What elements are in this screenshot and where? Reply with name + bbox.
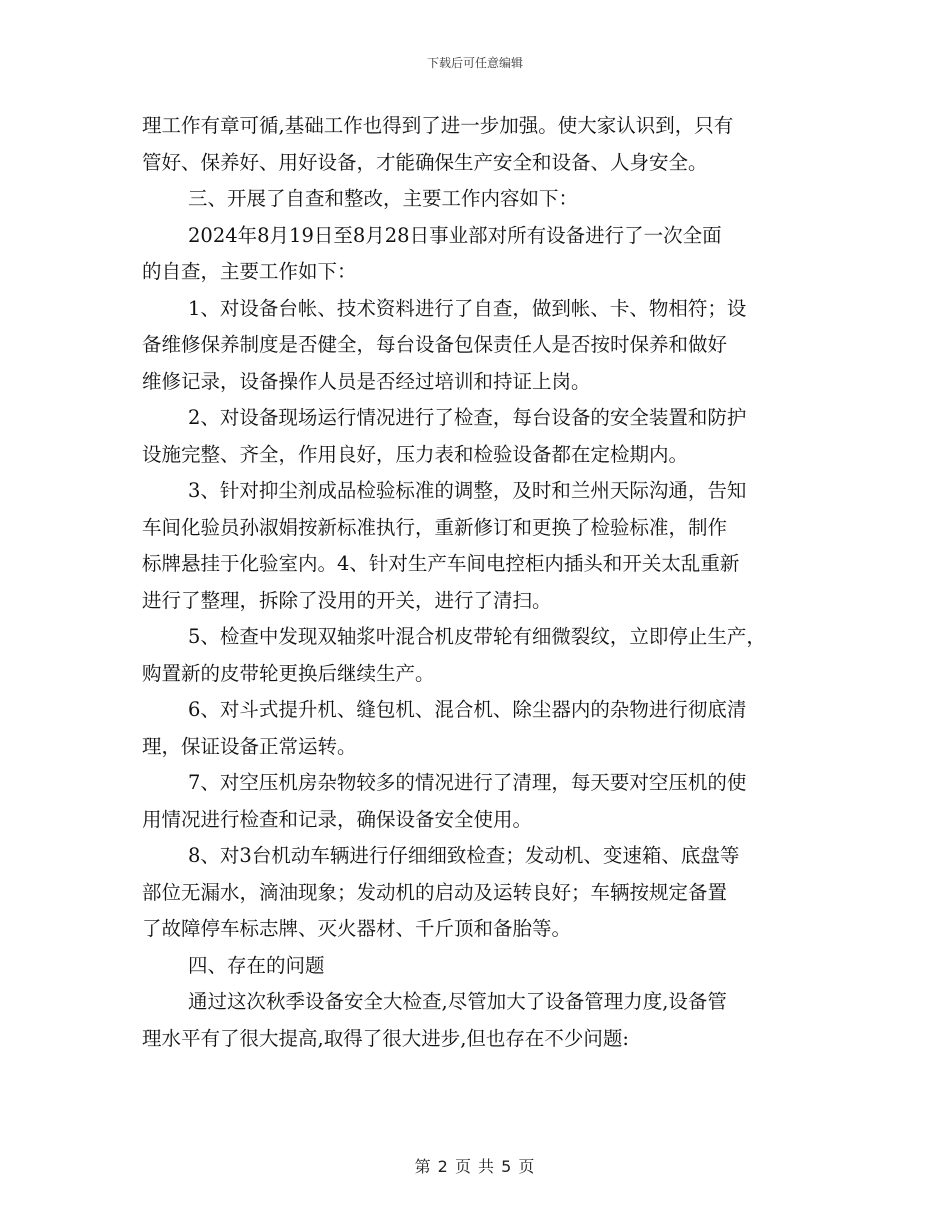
text-line: 了故障停车标志牌、灭火器材、千斤顶和备胎等。: [142, 917, 572, 940]
page-header-note: 下载后可任意编辑: [426, 56, 523, 70]
text-line: 管好、保养好、用好设备，才能确保生产安全和设备、人身安全。: [142, 150, 708, 174]
text-line: 四、存在的问题: [188, 953, 325, 977]
text-line: 的自查，主要工作如下：: [142, 260, 357, 283]
text-line: 设施完整、齐全，作用良好，压力表和检验设备都在定检期内。: [142, 442, 689, 466]
text-line: 进行了整理，拆除了没用的开关，进行了清扫。: [142, 588, 552, 612]
text-line: 理水平有了很大提高,取得了很大进步,但也存在不少问题:: [142, 1026, 629, 1050]
text-line: 三、开展了自查和整改，主要工作内容如下：: [188, 187, 579, 210]
text-line: 5、检查中发现双轴浆叶混合机皮带轮有细微裂纹，立即停止生产，: [188, 625, 766, 648]
text-line: 通过这次秋季设备安全大检查,尽管加大了设备管理力度,设备管: [188, 990, 727, 1013]
text-line: 6、对斗式提升机、缝包机、混合机、除尘器内的杂物进行彻底清: [188, 698, 747, 721]
text-line: 维修记录，设备操作人员是否经过培训和持证上岗。: [142, 369, 591, 393]
text-line: 8、对3台机动车辆进行仔细细致检查；发动机、变速箱、底盘等: [188, 844, 740, 867]
document-body: [142, 108, 814, 1057]
text-line: 用情况进行检查和记录，确保设备安全使用。: [142, 807, 533, 831]
text-line: 部位无漏水，滴油现象；发动机的启动及运转良好；车辆按规定备置: [142, 880, 728, 904]
text-line: 7、对空压机房杂物较多的情况进行了清理，每天要对空压机的使: [188, 771, 747, 794]
text-line: 理工作有章可循,基础工作也得到了进一步加强。使大家认识到，只有: [142, 114, 734, 137]
page-number: 第 2 页 共 5 页: [414, 1157, 536, 1176]
text-line: 2、对设备现场运行情况进行了检查，每台设备的安全装置和防护: [188, 406, 747, 429]
text-line: 标牌悬挂于化验室内。4、针对生产车间电控柜内插头和开关太乱重新: [142, 552, 740, 575]
text-line: 备维修保养制度是否健全，每台设备包保责任人是否按时保养和做好: [142, 333, 728, 356]
text-line: 购置新的皮带轮更换后继续生产。: [142, 661, 435, 685]
text-line: 车间化验员孙淑娟按新标准执行，重新修订和更换了检验标准，制作: [142, 515, 728, 539]
text-line: 3、针对抑尘剂成品检验标准的调整，及时和兰州天际沟通，告知: [188, 479, 747, 502]
text-line: 1、对设备台帐、技术资料进行了自查，做到帐、卡、物相符；设: [188, 296, 747, 320]
text-line: 理，保证设备正常运转。: [142, 734, 357, 758]
text-line: 2024年8月19日至8月28日事业部对所有设备进行了一次全面: [188, 223, 722, 247]
